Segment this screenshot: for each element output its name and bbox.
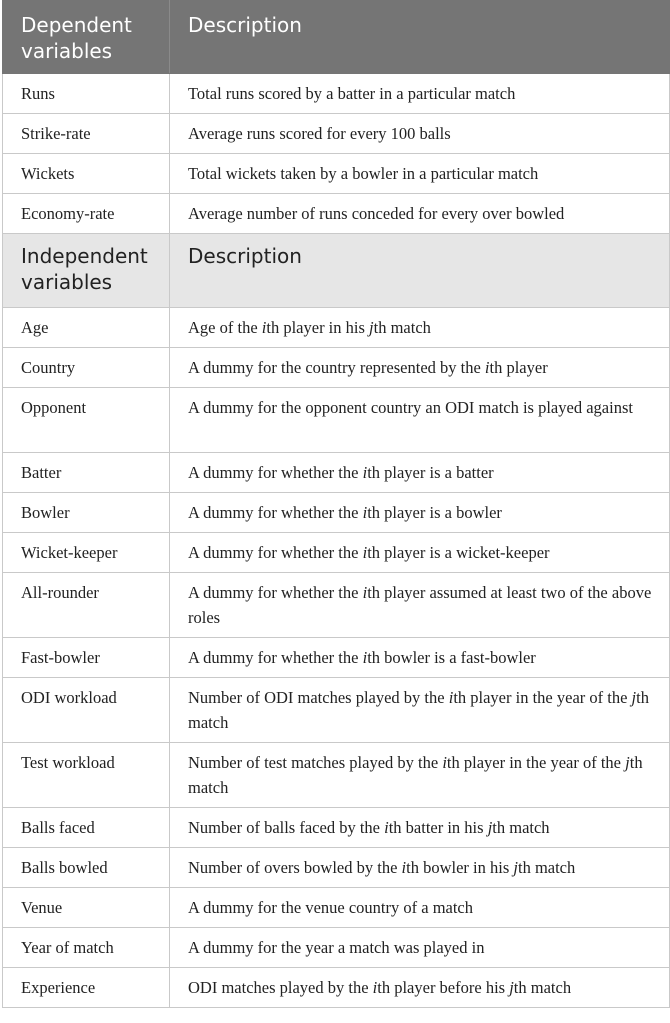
variable-description: Number of ODI matches played by the ith player in the year of the jth match (170, 678, 670, 743)
variable-description: Number of balls faced by the ith batter in his jth match (170, 808, 670, 848)
variable-name: Balls bowled (3, 848, 170, 888)
table-row (3, 533, 670, 573)
variable-name: Venue (3, 888, 170, 928)
variable-description: Average number of runs conceded for every over bowled (170, 194, 670, 234)
variable-description: Total runs scored by a batter in a particular match (170, 74, 670, 114)
variable-name: Runs (3, 74, 170, 114)
table-row (3, 308, 670, 348)
variable-name: Balls faced (3, 808, 170, 848)
variable-name: Economy-rate (3, 194, 170, 234)
variable-description: A dummy for the venue country of a match (170, 888, 670, 928)
variable-name: Batter (3, 453, 170, 493)
variable-description: A dummy for whether the ith player assumed at least two of the above roles (170, 573, 670, 638)
table-row (3, 678, 670, 743)
variable-name: Wicket-keeper (3, 533, 170, 573)
variable-name: All-rounder (3, 573, 170, 638)
table-row (3, 114, 670, 154)
table-row (3, 808, 670, 848)
table-row (3, 154, 670, 194)
variable-description: Age of the ith player in his jth match (170, 308, 670, 348)
table-row (3, 743, 670, 808)
table-row (3, 493, 670, 533)
variable-name: Experience (3, 968, 170, 1008)
variable-name: Year of match (3, 928, 170, 968)
variable-name: Strike-rate (3, 114, 170, 154)
variable-name: Bowler (3, 493, 170, 533)
variable-name: ODI workload (3, 678, 170, 743)
dependent-variables-header: Dependent variables (3, 1, 170, 74)
table-row (3, 928, 670, 968)
table-row (3, 348, 670, 388)
variable-description: A dummy for the opponent country an ODI match is played against (170, 388, 670, 453)
variable-description: A dummy for the country represented by the ith player (170, 348, 670, 388)
table-row (3, 638, 670, 678)
variable-name: Test workload (3, 743, 170, 808)
variable-name: Fast-bowler (3, 638, 170, 678)
variable-description: Number of test matches played by the ith player in the year of the jth match (170, 743, 670, 808)
table-row (3, 888, 670, 928)
table-row (3, 194, 670, 234)
table-row (3, 573, 670, 638)
independent-header-row (3, 234, 670, 308)
independent-description-header: Description (170, 234, 670, 308)
table-row (3, 74, 670, 114)
variable-description: ODI matches played by the ith player before his jth match (170, 968, 670, 1008)
variable-name: Opponent (3, 388, 170, 453)
variable-description: A dummy for whether the ith player is a wicket-keeper (170, 533, 670, 573)
variable-description: A dummy for whether the ith player is a batter (170, 453, 670, 493)
variable-name: Age (3, 308, 170, 348)
table-row (3, 848, 670, 888)
variable-name: Wickets (3, 154, 170, 194)
variable-description: A dummy for whether the ith bowler is a fast-bowler (170, 638, 670, 678)
table-row (3, 388, 670, 453)
variable-description: A dummy for the year a match was played in (170, 928, 670, 968)
variable-name: Country (3, 348, 170, 388)
variable-description: A dummy for whether the ith player is a bowler (170, 493, 670, 533)
variable-description: Total wickets taken by a bowler in a particular match (170, 154, 670, 194)
table-row (3, 453, 670, 493)
variable-description: Average runs scored for every 100 balls (170, 114, 670, 154)
table-row (3, 968, 670, 1008)
dependent-description-header: Description (170, 1, 670, 74)
variable-description: Number of overs bowled by the ith bowler in his jth match (170, 848, 670, 888)
dependent-header-row (3, 1, 670, 74)
variables-table (2, 0, 670, 1008)
independent-variables-header: Independent variables (3, 234, 170, 308)
